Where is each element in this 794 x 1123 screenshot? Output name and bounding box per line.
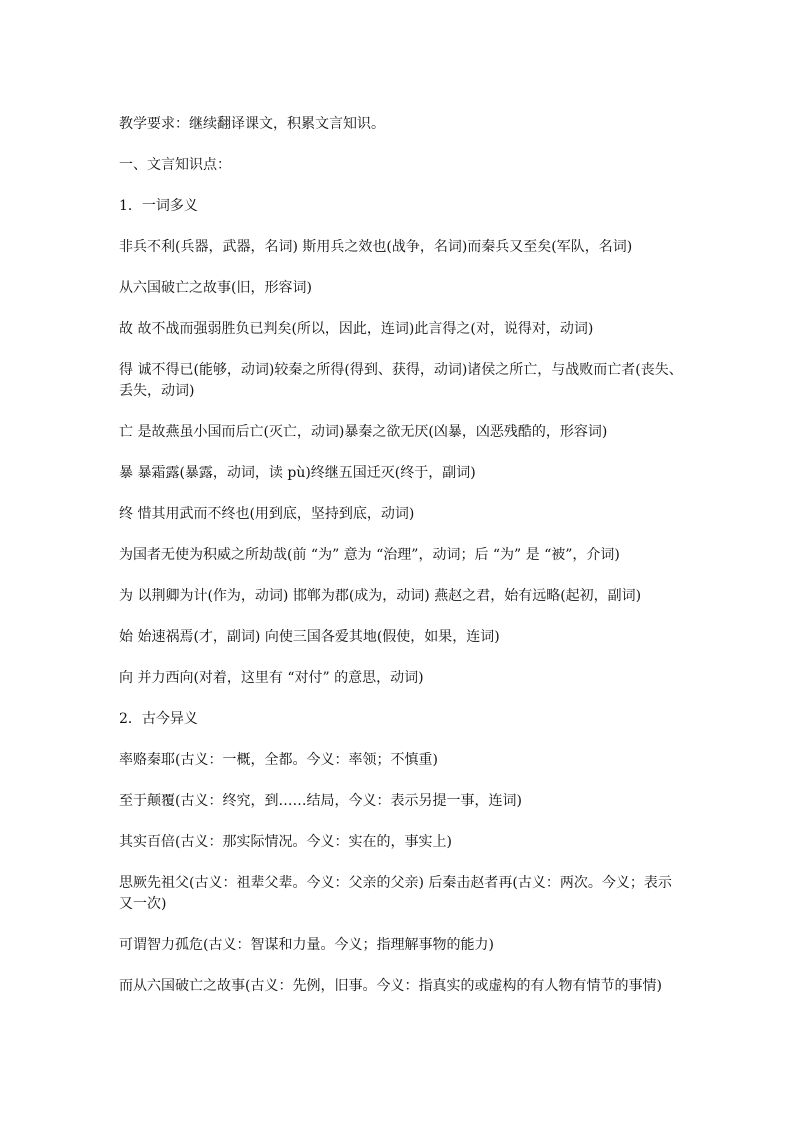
polysemy-line: 终 惜其用武而不终也(用到底，坚持到底，动词) <box>119 506 415 522</box>
ancient-modern-line: 可谓智力孤危(古义：智谋和力量。今义；指理解事物的能力) <box>119 937 494 953</box>
section-title: 一、文言知识点： <box>119 157 231 173</box>
polysemy-line: 始 始速祸焉(才，副词) 向使三国各爱其地(假使，如果，连词) <box>119 629 500 645</box>
polysemy-line: 向 并力西向(对着，这里有 “对付” 的意思，动词) <box>119 670 424 686</box>
ancient-modern-line: 而从六国破亡之故事(古义：先例，旧事。今义：指真实的或虚构的有人物有情节的事情) <box>119 978 662 994</box>
polysemy-line: 故 故不战而强弱胜负已判矣(所以，因此，连词)此言得之(对，说得对，动词) <box>119 321 594 337</box>
subsection-title-ancient-modern: 2．古今异义 <box>119 711 198 727</box>
subsection-title-polysemy: 1．一词多义 <box>119 198 198 214</box>
ancient-modern-line: 思厥先祖父(古义：祖辈父辈。今义：父亲的父亲) 后秦击赵者再(古义：两次。今义；表示又一次) <box>119 875 672 912</box>
ancient-modern-line: 至于颠覆(古义：终究，到……结局，今义：表示另提一事，连词) <box>119 793 522 809</box>
polysemy-line: 暴 暴霜露(暴露，动词，读 pù)终继五国迁灭(终于，副词) <box>119 465 476 481</box>
document-body <box>119 114 685 997</box>
polysemy-line: 为国者无使为积威之所劫哉(前 “为” 意为 “治理”，动词；后 “为” 是 “被”，介词) <box>119 547 620 563</box>
polysemy-line: 为 以荆卿为计(作为，动词) 邯郸为郡(成为，动词) 燕赵之君，始有远略(起初，副词) <box>119 588 642 604</box>
polysemy-line: 非兵不利(兵器，武器，名词) 斯用兵之效也(战争，名词)而秦兵又至矣(军队，名词) <box>119 239 633 255</box>
teaching-requirement: 教学要求：继续翻译课文，积累文言知识。 <box>119 116 385 132</box>
polysemy-line: 亡 是故燕虽小国而后亡(灭亡，动词)暴秦之欲无厌(凶暴，凶恶残酷的，形容词) <box>119 424 608 440</box>
polysemy-line: 得 诚不得已(能够，动词)较秦之所得(得到、获得，动词)诸侯之所亡，与战败而亡者(丧失、丢失，动词) <box>119 362 683 399</box>
ancient-modern-line: 率赂秦耶(古义：一概，全都。今义：率领；不慎重) <box>119 752 438 768</box>
polysemy-line: 从六国破亡之故事(旧，形容词) <box>119 280 312 296</box>
ancient-modern-line: 其实百倍(古义：那实际情况。今义：实在的，事实上) <box>119 834 452 850</box>
